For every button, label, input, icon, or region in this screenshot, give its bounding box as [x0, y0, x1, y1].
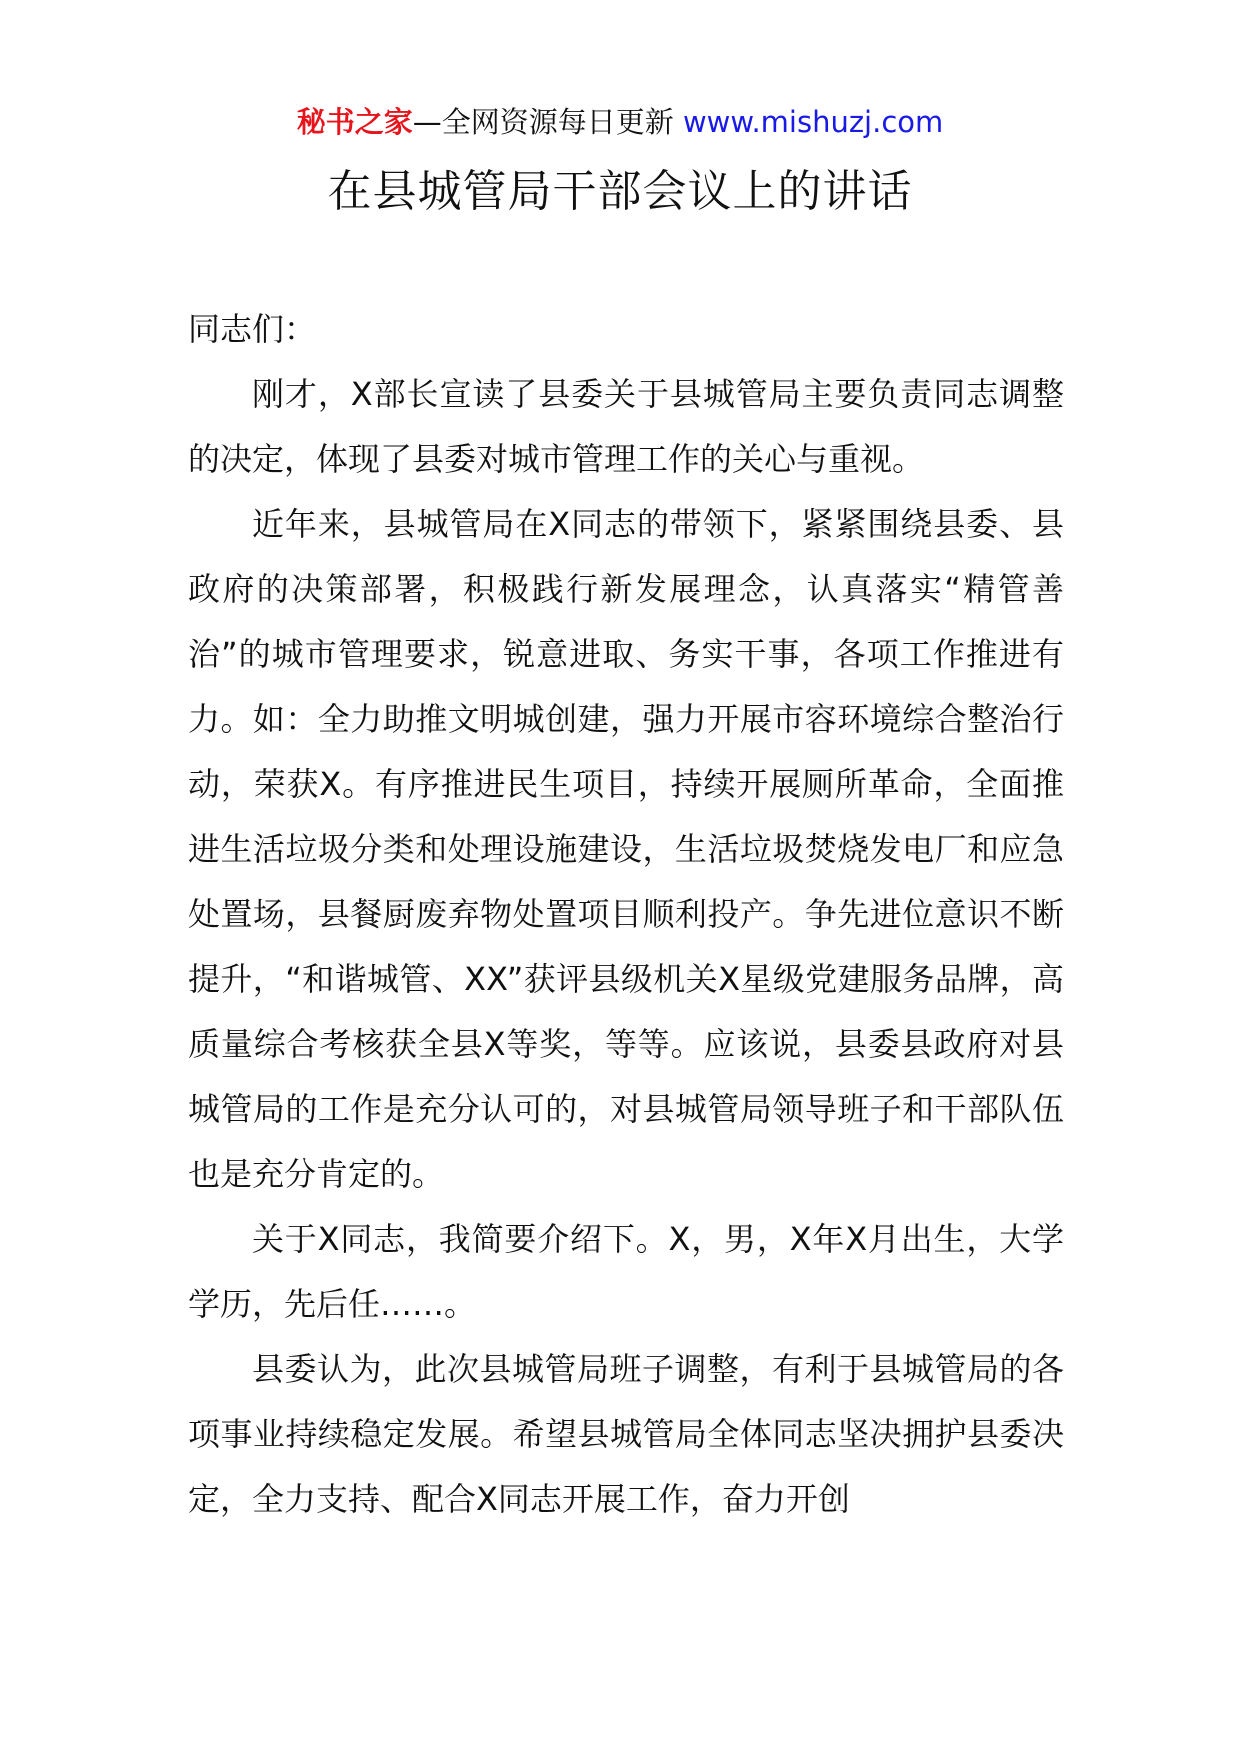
document-body [188, 297, 1064, 1532]
site-header [0, 102, 1240, 142]
site-url-link[interactable]: www.mishuzj.com [682, 105, 944, 139]
header-slogan: —全网资源每日更新 [412, 105, 683, 139]
brand-name: 秘书之家 [296, 105, 413, 139]
salutation: 同志们： [188, 310, 317, 348]
body-paragraph: 关于X同志，我简要介绍下。X，男，X年X月出生，大学学历，先后任……。 [188, 1220, 1064, 1323]
body-paragraph: 近年来，县城管局在X同志的带领下，紧紧围绕县委、县政府的决策部署，积极践行新发展理念，认真落实“精管善治”的城市管理要求，锐意进取、务实干事，各项工作推进有力。如：全力助推文明城创建，强力开展市容环境综合整治行动，荣获X。有序推进民生项目，持续开展厕所革命，全面推进生活垃圾分类和处理设施建设，生活垃圾焚烧发电厂和应急处置场，县餐厨废弃物处置项目顺利投产。争先进位意识不断提升，“和谐城管、XX”获评县级机关X星级党建服务品牌，高质量综合考核获全县X等奖，等等。应该说，县委县政府对县城管局的工作是充分认可的，对县城管局领导班子和干部队伍也是充分肯定的。 [188, 505, 1064, 1193]
body-paragraph: 县委认为，此次县城管局班子调整，有利于县城管局的各项事业持续稳定发展。希望县城管局全体同志坚决拥护县委决定，全力支持、配合X同志开展工作，奋力开创 [188, 1350, 1064, 1518]
document-title: 在县城管局干部会议上的讲话 [327, 166, 913, 217]
body-paragraph: 刚才，X部长宣读了县委关于县城管局主要负责同志调整的决定，体现了县委对城市管理工作的关心与重视。 [188, 375, 1064, 478]
